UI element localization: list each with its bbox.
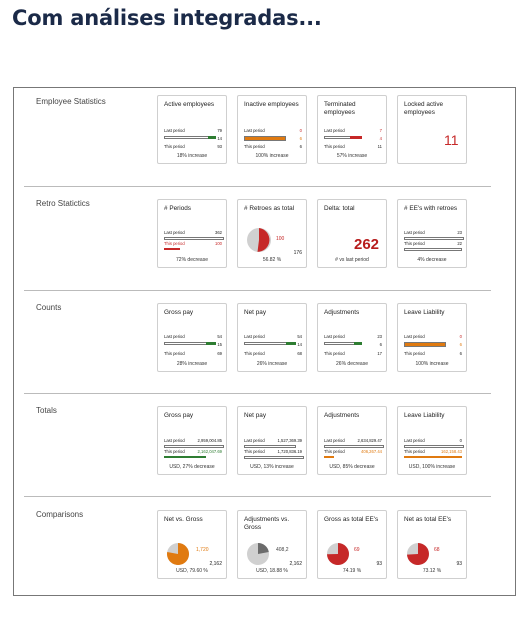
bar-this	[164, 456, 206, 458]
pie-chart	[406, 542, 430, 566]
card-footer: 57% increase	[336, 153, 368, 159]
row-this-period: This period 1,720,836.19	[244, 449, 302, 459]
page-heading: Com análises integradas...	[12, 6, 322, 30]
card-delta-total[interactable]	[317, 199, 387, 268]
row-this-period: This period 6	[244, 144, 302, 149]
card-title: Gross as total EE's	[324, 516, 379, 523]
card-title: # Retroes as total	[244, 205, 295, 212]
bar-last	[164, 136, 210, 139]
row-last-period: Last period 54	[244, 334, 302, 339]
card-footer: 56.82 %	[262, 257, 282, 263]
card-totals-net-pay[interactable]	[237, 406, 307, 475]
card-footer: 100% increase	[415, 361, 449, 367]
row-this-period: This period 68	[244, 351, 302, 356]
row-this-period: This period 100	[164, 241, 222, 251]
row-this-period: This period 406,267.44	[324, 449, 382, 459]
section-divider	[24, 496, 491, 497]
row-this-period: This period 11	[324, 144, 382, 149]
row-delta: 6	[324, 342, 382, 352]
card-title: Net as total EE's	[404, 516, 452, 523]
bar-last	[324, 136, 352, 139]
card-title: # EE's with retroes	[404, 205, 458, 212]
card-counts-adjustments[interactable]	[317, 303, 387, 372]
row-this-period: This period 6	[404, 351, 462, 356]
card-totals-adjustments[interactable]	[317, 406, 387, 475]
pie-value: 68	[434, 547, 440, 553]
row-last-period: Last period 362	[164, 230, 222, 240]
card-title: Delta: total	[324, 205, 355, 212]
card-title: Gross pay	[164, 309, 194, 316]
card-title: Net pay	[244, 309, 267, 316]
row-this-period: This period 22	[404, 241, 462, 251]
card-counts-leave-liability[interactable]	[397, 303, 467, 372]
card-adjustments-vs-gross[interactable]	[237, 510, 307, 579]
pie-total: 93	[376, 561, 382, 567]
pie-chart	[246, 227, 272, 253]
bar-delta	[206, 342, 216, 345]
card-footer: # vs last period	[335, 257, 369, 263]
section-title-retro-statistics: Retro Statictics	[36, 199, 90, 208]
card-counts-gross-pay[interactable]	[157, 303, 227, 372]
card-title: Gross pay	[164, 412, 194, 419]
bar-last	[324, 445, 384, 448]
row-this-period: This period 69	[164, 351, 222, 356]
bar-delta	[286, 342, 296, 345]
card-title: Adjustments	[324, 412, 360, 419]
bar-last	[244, 445, 296, 448]
card-title: # Periods	[164, 205, 191, 212]
card-title: Net vs. Gross	[164, 516, 203, 523]
card-footer: 26% increase	[256, 361, 288, 367]
bar-last	[324, 342, 356, 345]
section-title-employee-statistics: Employee Statistics	[36, 97, 106, 106]
row-last-period: Last period 7	[324, 128, 382, 133]
pie-total: 93	[456, 561, 462, 567]
card-totals-leave-liability[interactable]	[397, 406, 467, 475]
card-gross-as-total-ees[interactable]	[317, 510, 387, 579]
row-last-period: Last period 1,527,369.39	[244, 438, 302, 448]
card-terminated-employees[interactable]	[317, 95, 387, 164]
bar-last	[404, 237, 464, 240]
row-delta: 14	[244, 342, 302, 352]
section-title-counts: Counts	[36, 303, 62, 312]
bar-delta	[350, 136, 362, 139]
row-last-period: Last period 54	[164, 334, 222, 339]
bar-delta	[208, 136, 216, 139]
section-divider	[24, 290, 491, 291]
big-value: 11	[444, 132, 459, 148]
card-footer: USD, 85% decrease	[329, 464, 375, 470]
card-footer: 28% increase	[176, 361, 208, 367]
card-net-vs-gross[interactable]	[157, 510, 227, 579]
pie-total: 2,162	[209, 561, 222, 567]
row-last-period: Last period 0	[404, 438, 462, 448]
pie-chart	[326, 542, 350, 566]
card-title: Adjustments vs. Gross	[244, 516, 290, 531]
card-footer: 72% decrease	[176, 257, 208, 263]
row-this-period: This period 2,162,047.69	[164, 449, 222, 459]
card-counts-net-pay[interactable]	[237, 303, 307, 372]
pie-total: 2,162	[289, 561, 302, 567]
pie-chart	[166, 542, 190, 566]
row-delta: 15	[164, 342, 222, 352]
pie-value: 100	[276, 236, 285, 242]
card-footer: 74.19 %	[342, 568, 362, 574]
row-last-period: Last period 79	[164, 128, 222, 133]
bar-last	[164, 445, 224, 448]
bar-delta	[404, 342, 446, 347]
card-inactive-employees[interactable]	[237, 95, 307, 164]
card-totals-gross-pay[interactable]	[157, 406, 227, 475]
row-delta: 6	[244, 136, 302, 146]
row-last-period: Last period 23	[404, 230, 462, 240]
card-title: Locked active employees	[404, 101, 444, 116]
section-title-comparisons: Comparisons	[36, 510, 84, 519]
card-title: Terminated employees	[324, 101, 356, 116]
row-last-period: Last period 0	[244, 128, 302, 133]
bar-last	[164, 237, 224, 240]
bar-this	[164, 248, 180, 250]
card-title: Net pay	[244, 412, 267, 419]
bar-last	[164, 342, 208, 345]
card-footer: 73.12 %	[422, 568, 442, 574]
bar-this	[244, 456, 304, 459]
bar-last	[404, 445, 464, 448]
card-footer: 26% decrease	[336, 361, 368, 367]
row-last-period: Last period 2,634,829.47	[324, 438, 382, 448]
row-this-period: This period 93	[164, 144, 222, 149]
pie-chart	[246, 542, 270, 566]
card-title: Adjustments	[324, 309, 360, 316]
row-last-period: Last period 0	[404, 334, 462, 339]
card-footer: USD, 27% decrease	[169, 464, 215, 470]
bar-last	[244, 342, 288, 345]
row-this-period: This period 162,158.43	[404, 449, 462, 459]
pie-total: 176	[293, 250, 302, 256]
pie-value: 69	[354, 547, 360, 553]
card-title: Active employees	[164, 101, 215, 108]
big-value: 262	[354, 236, 380, 253]
card-net-as-total-ees[interactable]	[397, 510, 467, 579]
section-divider	[24, 186, 491, 187]
row-delta: 6	[404, 342, 462, 352]
card-title: Leave Liability	[404, 309, 445, 316]
card-footer: 100% increase	[255, 153, 289, 159]
card-active-employees[interactable]	[157, 95, 227, 164]
bar-this	[324, 456, 334, 458]
card-ees-with-retroes[interactable]	[397, 199, 467, 268]
pie-slice-value	[258, 228, 270, 252]
card-footer: 18% increase	[176, 153, 208, 159]
row-last-period: Last period 23	[324, 334, 382, 339]
bar-this	[404, 248, 462, 251]
row-delta: 4	[324, 136, 382, 146]
bar-this	[404, 456, 462, 458]
row-this-period: This period 17	[324, 351, 382, 356]
pie-value: 408,2	[276, 547, 289, 553]
card-title: Inactive employees	[244, 101, 299, 108]
card-footer: USD, 13% increase	[250, 464, 294, 470]
section-title-totals: Totals	[36, 406, 57, 415]
card-footer: USD, 100% increase	[408, 464, 456, 470]
card-footer: USD, 79.60 %	[176, 568, 208, 574]
card-retroes-as-total[interactable]	[237, 199, 307, 268]
card-locked-active-employees[interactable]	[397, 95, 467, 164]
card-title: Leave Liability	[404, 412, 445, 419]
section-divider	[24, 393, 491, 394]
bar-delta	[354, 342, 362, 345]
card-footer: USD, 18.88 %	[256, 568, 288, 574]
pie-value: 1,720	[196, 547, 209, 553]
card-periods[interactable]	[157, 199, 227, 268]
row-last-period: Last period 2,959,004.85	[164, 438, 222, 448]
bar-delta	[244, 136, 286, 141]
row-delta: 14	[164, 136, 222, 146]
card-footer: 4% decrease	[417, 257, 447, 263]
